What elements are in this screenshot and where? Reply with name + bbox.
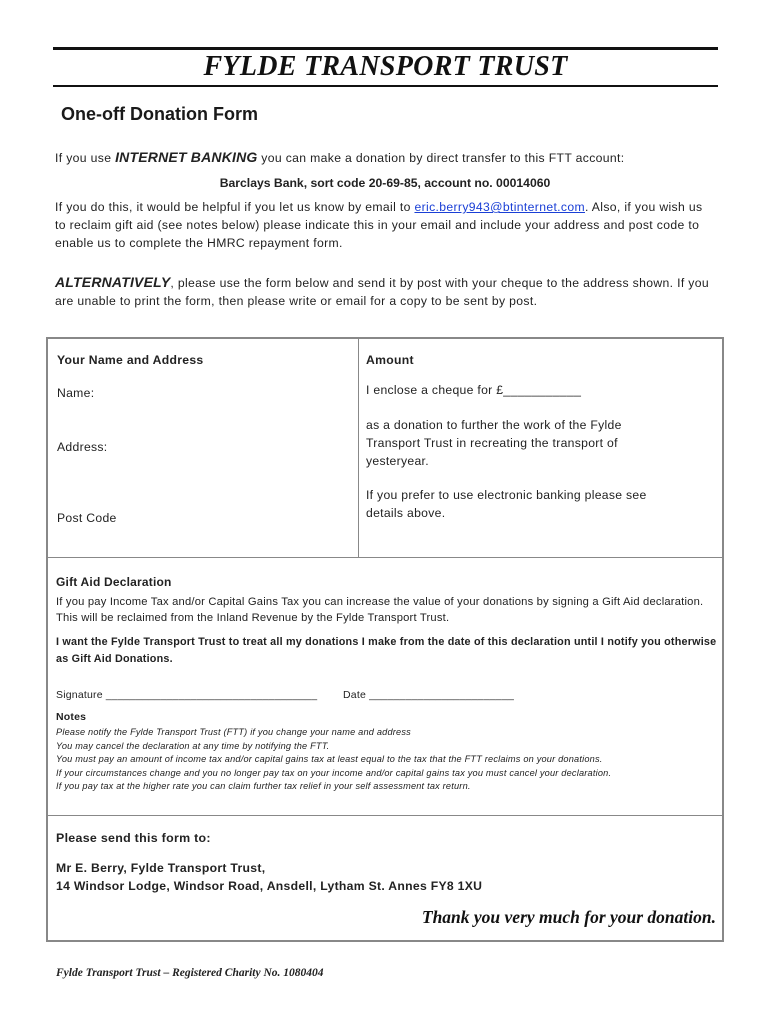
donation-form-box	[46, 337, 724, 942]
note-item: You may cancel the declaration at any time by notifying the FTT.	[56, 740, 330, 751]
internet-banking-paragraph	[55, 148, 715, 167]
gift-aid-heading: Gift Aid Declaration	[56, 575, 172, 589]
thank-you-message: Thank you very much for your donation.	[421, 907, 716, 927]
email-paragraph	[55, 198, 715, 252]
send-address-line1: Mr E. Berry, Fylde Transport Trust,	[56, 861, 266, 875]
form-title: One-off Donation Form	[61, 104, 258, 124]
email-prefix: If you do this, it would be helpful if you let us know by email to	[55, 200, 415, 214]
internet-suffix: you can make a donation by direct transfer to this FTT account:	[257, 151, 625, 165]
section-divider-send	[48, 815, 722, 816]
alternatively-paragraph	[55, 273, 715, 310]
date-line[interactable]: Date ________________________	[343, 689, 515, 701]
page-title: FYLDE TRANSPORT TRUST	[203, 51, 568, 82]
note-item: You must pay an amount of income tax and/or capital gains tax at least equal to the tax that the FTT reclaims on your donations.	[56, 754, 603, 764]
note-item: Please notify the Fylde Transport Trust (FTT) if you change your name and address	[56, 727, 411, 737]
gift-aid-intro: If you pay Income Tax and/or Capital Gains Tax you can increase the value of your donations by signing a Gift Aid declaration. This will be reclaimed from the Inland Revenue by the Fylde Transport Trust.	[56, 596, 704, 624]
footer-charity-note: Fylde Transport Trust – Registered Charity No. 1080404	[56, 967, 324, 979]
address-label[interactable]: Address:	[57, 440, 108, 454]
email-suffix: . Also, if you wish us to reclaim gift aid (see notes below) please indicate this in your email and include your address and post code to enable us to complete the HMRC repayment form.	[55, 200, 703, 250]
gift-aid-declaration: I want the Fylde Transport Trust to treat all my donations I make from the date of this declaration until I notify you otherwise as Gift Aid Donations.	[56, 636, 717, 665]
title-top-rule	[53, 47, 718, 50]
note-item: If you pay tax at the higher rate you can claim further tax relief in your self assessment tax return.	[56, 781, 471, 791]
name-address-heading: Your Name and Address	[57, 353, 204, 367]
title-bottom-rule	[53, 85, 718, 87]
alternatively-suffix: , please use the form below and send it by post with your cheque to the address shown. If you are unable to print the form, then please write or email for a copy to be sent by post.	[55, 276, 710, 308]
signature-line[interactable]: Signature ___________________________________	[56, 689, 318, 701]
alternatively-emphasis: ALTERNATIVELY	[55, 274, 171, 290]
postcode-label[interactable]: Post Code	[57, 511, 117, 525]
section-divider-gift-aid	[48, 557, 722, 558]
amount-heading: Amount	[366, 353, 414, 367]
notes-heading: Notes	[56, 711, 87, 723]
column-divider	[358, 339, 359, 557]
bank-details: Barclays Bank, sort code 20-69-85, account no. 00014060	[219, 176, 551, 190]
internet-prefix: If you use	[55, 151, 116, 165]
donation-purpose-text: as a donation to further the work of the Fylde Transport Trust in recreating the transport of yesteryear.	[366, 418, 622, 468]
note-item: If your circumstances change and you no longer pay tax on your income and/or capital gains tax you must cancel your declaration.	[56, 767, 612, 778]
name-label[interactable]: Name:	[57, 386, 95, 400]
send-address-line2: 14 Windsor Lodge, Windsor Road, Ansdell, Lytham St. Annes FY8 1XU	[56, 879, 483, 893]
electronic-banking-note: If you prefer to use electronic banking please see details above.	[366, 488, 647, 520]
internet-banking-emphasis: INTERNET BANKING	[115, 149, 258, 165]
email-link[interactable]: eric.berry943@btinternet.com	[414, 200, 585, 214]
cheque-amount-line[interactable]: I enclose a cheque for £___________	[366, 383, 582, 397]
notes-list	[56, 726, 716, 794]
send-heading: Please send this form to:	[56, 831, 211, 845]
